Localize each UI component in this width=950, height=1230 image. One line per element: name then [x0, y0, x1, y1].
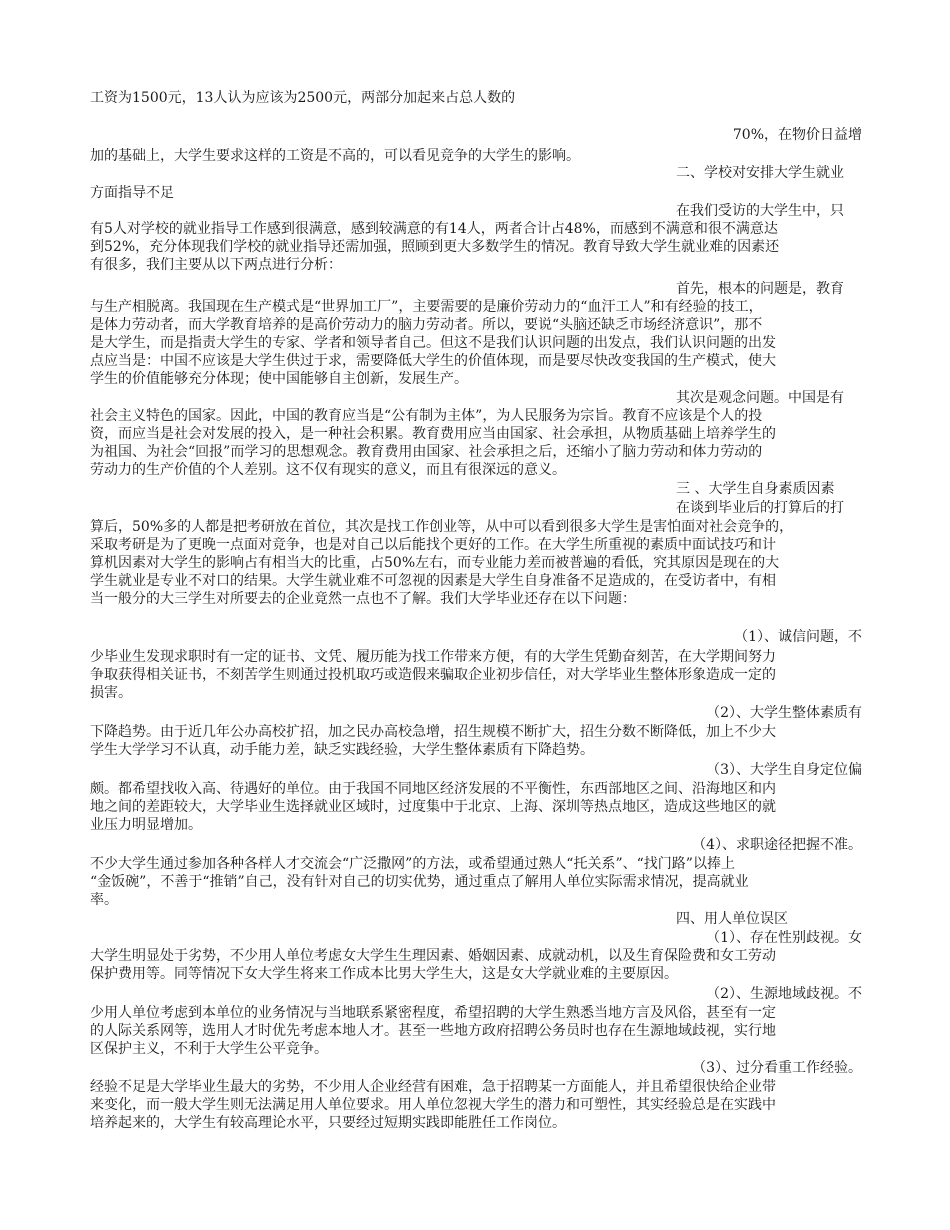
text-line: 到52%，充分体现我们学校的就业指导还需加强，照顾到更大多数学生的情况。教育导致大学生就业难的因素还 [90, 239, 780, 255]
text-line: 不少大学生通过参加各种各样人才交流会“广泛撒网”的方法，或希望通过熟人“托关系”、“找门路”以捧上 [90, 856, 735, 872]
text-line: 资，而应当是社会对发展的投入，是一种社会积累。教育费用应当由国家、社会承担，从物质基础上培养学生的 [90, 426, 776, 442]
text-line: 颇。都希望找收入高、待遇好的单位。由于我国不同地区经济发展的不平衡性，东西部地区之间、沿海地区和内 [90, 781, 776, 797]
text-line: 下降趋势。由于近几年公办高校扩招，加之民办高校急增，招生规模不断扩大，招生分数不断降低，加上不少大 [90, 724, 776, 740]
text-line: 业压力明显增加。 [90, 817, 202, 833]
text-line: （4）、求职途径把握不准。 [692, 837, 862, 853]
text-line: 率。 [90, 892, 118, 908]
text-line: 少用人单位考虑到本单位的业务情况与当地联系紧密程度，希望招聘的大学生熟悉当地方言及风俗，甚至有一定 [90, 1005, 776, 1021]
text-line: （1）、诚信问题，不 [734, 629, 862, 645]
text-line: 区保护主义，不利于大学生公平竞争。 [90, 1041, 328, 1057]
text-line: 大学生明显处于劣势，不少用人单位考虑女大学生生理因素、婚姻因素、成就动机，以及生育保险费和女工劳动 [90, 948, 776, 964]
text-line: 劳动力的生产价值的个人差别。这不仅有现实的意义，而且有很深远的意义。 [90, 462, 566, 478]
text-line: 社会主义特色的国家。因此，中国的教育应当是“公有制为主体”，为人民服务为宗旨。教育不应该是个人的投 [90, 408, 763, 424]
text-line: 在我们受访的大学生中，只 [676, 203, 844, 219]
text-line: 算机因素对大学生的影响占有相当大的比重，占50%左右，而专业能力差而被普遍的看低，究其原因是现在的大 [90, 555, 780, 571]
text-line: 学生的价值能够充分体现；使中国能够自主创新，发展生产。 [90, 371, 468, 387]
text-line: 少毕业生发现求职时有一定的证书、文凭、履历能为找工作带来方便，有的大学生凭勤奋刻苦，在大学期间努力 [90, 649, 776, 665]
text-line: 采取考研是为了更晚一点面对竞争，也是对自己以后能找个更好的工作。在大学生所重视的素质中面试技巧和计 [90, 537, 776, 553]
text-line: （1）、存在性别歧视。女 [706, 930, 862, 946]
text-line: 经验不足是大学毕业生最大的劣势，不少用人企业经营有困难，急于招聘某一方面能人，并且希望很快给企业带 [90, 1079, 776, 1095]
text-line: 70%，在物价日益增 [732, 127, 862, 143]
text-line: 加的基础上，大学生要求这样的工资是不高的，可以看见竞争的大学生的影响。 [90, 148, 580, 164]
text-line: “金饭碗”，不善于“推销”自己，没有针对自己的切实优势，通过重点了解用人单位实际需求情况，提高就业 [90, 874, 749, 890]
text-line: 当一般分的大三学生对所要去的企业竟然一点也不了解。我们大学毕业还存在以下问题： [90, 591, 636, 607]
text-line: （2）、生源地域歧视。不 [706, 986, 862, 1002]
text-line: 首先，根本的问题是，教育 [676, 281, 844, 297]
section-heading: 四、用人单位误区 [676, 911, 788, 927]
text-line: 培养起来的，大学生有较高理论水平，只要经过短期实践即能胜任工作岗位。 [90, 1115, 566, 1131]
text-line: 学生大学学习不认真，动手能力差，缺乏实践经验，大学生整体素质有下降趋势。 [90, 742, 594, 758]
text-line: 损害。 [90, 685, 132, 701]
text-line: 是体力劳动者，而大学教育培养的是高价劳动力的脑力劳动者。所以，要说“头脑还缺乏市场经济意识”，那不 [90, 317, 763, 333]
text-line: 在谈到毕业后的打算后的打 [676, 500, 844, 516]
text-line: 学生就业是专业不对口的结果。大学生就业难不可忽视的因素是大学生自身准备不足造成的，在受访者中，有相 [90, 573, 776, 589]
text-line: 与生产相脱离。我国现在生产模式是“世界加工厂”，主要需要的是廉价劳动力的“血汗工人”和有经验的技工， [90, 299, 763, 315]
section-heading: 二、学校对安排大学生就业 [676, 165, 844, 181]
text-line: 工资为1500元，13人认为应该为2500元，两部分加起来占总人数的 [90, 90, 516, 106]
text-line: 地之间的差距较大，大学毕业生选择就业区域时，过度集中于北京、上海、深圳等热点地区，造成这些地区的就 [90, 799, 776, 815]
text-line: 点应当是：中国不应该是大学生供过于求，需要降低大学生的价值体现，而是要尽快改变我国的生产模式，使大 [90, 353, 776, 369]
text-line: 是大学生，而是指责大学生的专家、学者和领导者自己。但这不是我们认识问题的出发点，我们认识问题的出发 [90, 335, 776, 351]
text-line: 其次是观念问题。中国是有 [676, 390, 844, 406]
text-line: 有很多，我们主要从以下两点进行分析： [90, 257, 342, 273]
text-line: 来变化，而一般大学生则无法满足用人单位要求。用人单位忽视大学生的潜力和可塑性，其实经验总是在实践中 [90, 1097, 776, 1113]
text-line: （3）、过分看重工作经验。 [692, 1060, 862, 1076]
text-line: 有5人对学校的就业指导工作感到很满意，感到较满意的有14人，两者合计占48%，而感到不满意和很不满意达 [90, 221, 778, 237]
text-line: （3）、大学生自身定位偏 [706, 762, 862, 778]
text-line: 方面指导不足 [90, 185, 174, 201]
section-heading: 三 、大学生自身素质因素 [676, 481, 835, 497]
text-line: （2）、大学生整体素质有 [706, 705, 862, 721]
text-line: 算后，50%多的人都是把考研放在首位，其次是找工作创业等，从中可以看到很多大学生是害怕面对社会竞争的， [90, 519, 794, 535]
text-line: 为祖国、为社会“回报”而学习的思想观念。教育费用由国家、社会承担之后，还缩小了脑力劳动和体力劳动的 [90, 444, 763, 460]
text-line: 的人际关系网等，选用人才时优先考虑本地人才。甚至一些地方政府招聘公务员时也存在生源地域歧视，实行地 [90, 1023, 776, 1039]
text-line: 争取获得相关证书，不刻苦学生则通过投机取巧或造假来骗取企业初步信任，对大学毕业生整体形象造成一定的 [90, 667, 776, 683]
text-line: 保护费用等。同等情况下女大学生将来工作成本比男大学生大，这是女大学就业难的主要原因。 [90, 966, 678, 982]
